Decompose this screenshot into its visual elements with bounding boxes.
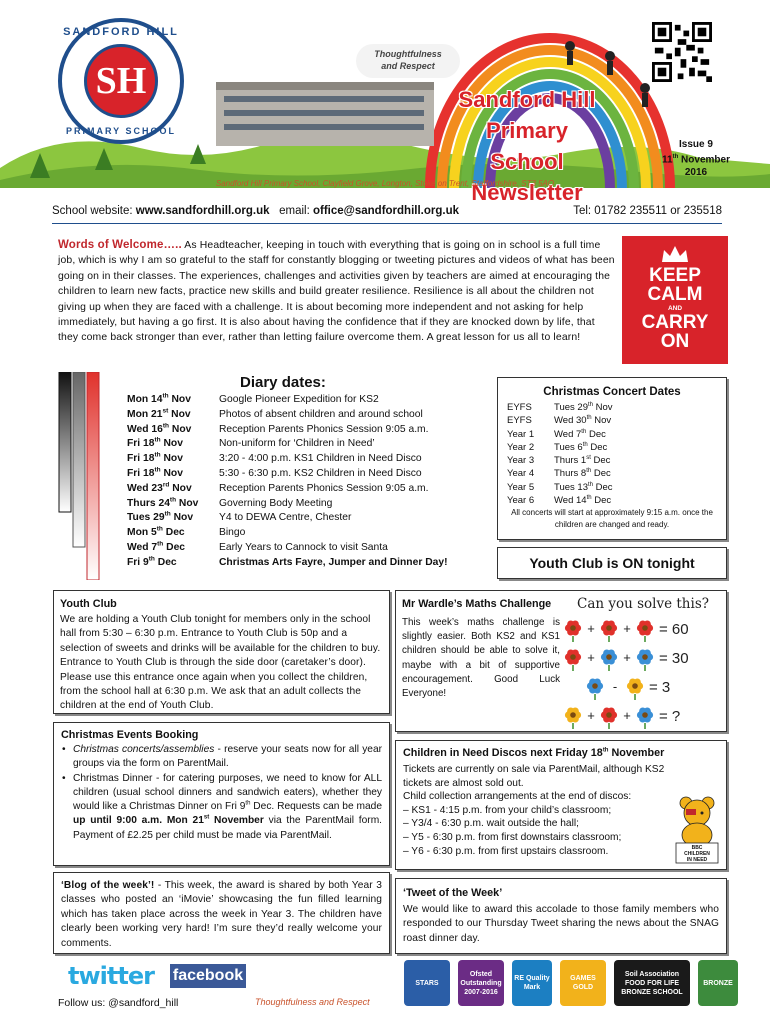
events-list [61, 743, 382, 843]
diary-date: Thurs 24th Nov [127, 496, 199, 509]
diary-date: Mon 5th Dec [127, 525, 185, 539]
motto-cloud-line-2: and Respect [381, 61, 435, 71]
youth-club-box [53, 590, 390, 714]
website-label: School website: [52, 205, 136, 217]
contact-bar [52, 205, 722, 224]
puzzle-operator: + [587, 621, 595, 636]
email-label: email: [279, 205, 313, 217]
puzzle-result: = 3 [649, 679, 671, 696]
keep-calm-word-5: ON [660, 331, 690, 352]
email-link[interactable]: office@sandfordhill.org.uk [312, 205, 459, 217]
diary-decorative-bars [57, 372, 101, 580]
diary-event: Google Pioneer Expedition for KS2 [219, 394, 379, 405]
concert-row [507, 401, 613, 414]
discos-line: tickets are almost sold out. [403, 777, 524, 789]
diary-event: Early Years to Cannock to visit Santa [219, 541, 388, 553]
title-line-3: Newsletter [471, 180, 583, 200]
award-logo: Soil Association FOOD FOR LIFE BRONZE SCHOOL [614, 960, 690, 1006]
qr-code-icon[interactable] [652, 22, 712, 82]
diary-event: Reception Parents Phonics Session 9:05 a.m. [219, 482, 429, 494]
twitter-icon[interactable]: twitter [68, 962, 154, 990]
flower-icon [601, 621, 617, 642]
concert-date: Wed 7th Dec [554, 428, 606, 440]
events-item1-emphasis: Christmas concerts/assemblies [73, 744, 215, 755]
logo-initials: SH [84, 44, 158, 118]
title-line-2: Primary School [486, 118, 568, 174]
maths-challenge-box [395, 590, 727, 732]
blog-of-the-week-box [53, 872, 390, 954]
puzzle-result: = ? [659, 708, 681, 725]
concert-year-group: Year 6 [507, 495, 535, 507]
diary-row [127, 541, 448, 556]
diary-event: Christmas Arts Fayre, Jumper and Dinner Day! [219, 556, 448, 568]
diary-event: Y4 to DEWA Centre, Chester [219, 512, 352, 524]
social-logos [60, 962, 260, 992]
diary-event: 3:20 - 4:00 p.m. KS1 Children in Need Disco [219, 453, 422, 465]
diary-date: Fri 18th Nov [127, 466, 183, 479]
events-item-dinner [61, 772, 382, 843]
tweet-of-the-week-box [395, 878, 727, 954]
diary-event: Reception Parents Phonics Session 9:05 a.m. [219, 423, 429, 435]
award-logo: RE Quality Mark [512, 960, 552, 1006]
events-item2-bold2: November [209, 815, 264, 827]
award-logo: GAMES GOLD [560, 960, 606, 1006]
puzzle-operator: - [612, 679, 618, 694]
discos-line: – KS1 - 4:15 p.m. from your child’s classroom; [403, 804, 612, 816]
issue-date-suffix: th [672, 154, 679, 160]
puzzle-operator: + [587, 708, 595, 723]
title-line-1: Sandford Hill [458, 87, 596, 112]
issue-year: 2016 [684, 167, 708, 179]
school-logo [58, 18, 184, 144]
concert-date: Thurs 1st Dec [554, 455, 611, 467]
flower-maths-puzzle [559, 591, 727, 731]
blog-paragraph [61, 879, 382, 951]
welcome-heading: Words of Welcome….. [58, 239, 182, 251]
issue-date-month: November [678, 154, 730, 166]
blog-text: - This week, the award is shared by both Year 3 classes who posted an ‘iMovie’ showcasing the fun filled learning which has taken place across the week in Year 3. The children have clearly been working very hard! I’m sure they’d really welcome your comments. [61, 880, 382, 949]
flower-icon [637, 621, 653, 642]
keep-calm-word-4: CARRY [641, 312, 709, 333]
concert-note: All concerts will start at approximately 9:15 a.m. once the children are changed and ready. [511, 508, 713, 529]
puzzle-operator: + [623, 708, 631, 723]
concert-year-group: Year 3 [507, 455, 535, 467]
issue-date-day: 11 [662, 154, 673, 166]
flower-icon [565, 650, 581, 671]
concert-year-group: Year 5 [507, 481, 535, 493]
concert-date: Wed 14th Dec [554, 494, 612, 507]
diary-row [127, 408, 448, 423]
concert-date: Tues 29th Nov [554, 401, 613, 413]
welcome-section [58, 238, 616, 346]
facebook-icon[interactable]: facebook [170, 964, 246, 988]
diary-date: Wed 7th Dec [127, 540, 186, 553]
discos-line: Child collection arrangements at the end of discos: [403, 791, 632, 803]
puzzle-result: = 30 [659, 650, 689, 667]
concert-year-group: EYFS [507, 415, 532, 427]
discos-heading-month: November [608, 747, 665, 759]
concert-row [507, 481, 613, 494]
diary-row [127, 452, 448, 467]
diary-dates-list [127, 393, 448, 571]
discos-line: – Y6 - 6:30 p.m. from first upstairs classroom. [403, 845, 609, 857]
award-logo: STARS [404, 960, 450, 1006]
pudsey-label-2: CHILDREN [684, 851, 710, 857]
award-logo: Ofsted Outstanding 2007-2016 [458, 960, 504, 1006]
concert-row [507, 494, 613, 507]
concert-date: Tues 13th Dec [554, 481, 613, 493]
diary-event: 5:30 - 6:30 p.m. KS2 Children in Need Disco [219, 467, 422, 479]
flower-icon [601, 708, 617, 729]
flower-icon [601, 650, 617, 671]
welcome-text: As Headteacher, keeping in touch with everything that is going on in school is a full time job, which is why I am so grateful to the staff for constantly blogging or tweeting pictures and videos of what has been going on in their classes. The experiences, challenges and activities given by teachers are aimed at encouraging the children to learn new facts, practice new skills and build greater resilience. Resilience is all about the children not giving up when they are faced with a challenge. It is about becoming more independent and not asking for help immediately, but having a go first. It is also about having the confidence that if they are knocked down by life, that they come back stronger than ever, rather than letting failure overcome them. A great lesson for us all to learn! [58, 240, 615, 344]
discos-line: Tickets are currently on sale via ParentMail, although KS2 [403, 764, 665, 775]
concert-dates-list [507, 401, 613, 507]
concert-row [507, 454, 613, 467]
tweet-text: We would like to award this accolade to those family members who responded to our Thursday Tweet sharing the news about the SNAG roast dinner day. [403, 904, 719, 944]
newsletter-header [0, 0, 770, 200]
events-item2-text-b: Dec. Requests can be made [250, 801, 382, 813]
maths-heading: Mr Wardle’s Maths Challenge [402, 598, 552, 610]
children-in-need-discos-box [395, 740, 727, 870]
christmas-concert-box [497, 377, 727, 540]
diary-row [127, 556, 448, 571]
issue-date [656, 151, 736, 166]
youth-club-text: We are holding a Youth Club tonight for members only in the school hall from 5:30 – 6:30 p.m. Entrance to Youth Club is 50p and a selection of sweets and drinks will be available for the children to buy. Entrance to Youth Club is through the side door (caretaker’s door). Please use this entrance once again when you collect the children, from the school hall at 6:30 p.m. We ask that an adult collects the children at the end of Youth Club. [60, 614, 381, 712]
flower-icon [637, 708, 653, 729]
events-item2-text-a: Christmas Dinner - for catering purposes, we need to know for ALL children (usual school dinners and sandwich eaters), whether they would like a Christmas Dinner on Fri 9 [73, 772, 382, 813]
events-item2-sup2: st [203, 815, 210, 822]
flower-icon [627, 679, 643, 700]
pudsey-label-3: IN NEED [686, 857, 708, 863]
puzzle-operator: + [623, 650, 631, 665]
issue-info [656, 138, 736, 179]
maths-text-block [402, 597, 560, 701]
diary-date: Fri 9th Dec [127, 555, 177, 568]
diary-row [127, 526, 448, 541]
christmas-events-box [53, 722, 390, 866]
pudsey-bear-icon [674, 795, 720, 865]
events-item2-text-c: via the ParentMail form. Payment of £2.25 per child must be made via ParentMail. [73, 815, 383, 841]
diary-date: Wed 23rd Nov [127, 481, 192, 494]
concert-year-group: Year 2 [507, 441, 535, 453]
youth-club-heading: Youth Club [60, 598, 117, 610]
diary-row [127, 393, 448, 408]
discos-heading-text: Children in Need Discos next Friday 18 [403, 747, 603, 759]
concert-date: Thurs 8th Dec [554, 468, 611, 480]
crown-icon [660, 244, 690, 264]
discos-heading-sup: th [602, 747, 609, 754]
concert-title: Christmas Concert Dates [543, 386, 681, 398]
diary-row [127, 482, 448, 497]
diary-event: Bingo [219, 527, 246, 539]
concert-date: Tues 6th Dec [554, 441, 608, 453]
concert-row [507, 414, 613, 427]
puzzle-operator: + [623, 621, 631, 636]
school-building-graphic [210, 68, 440, 146]
flower-icon [565, 708, 581, 729]
discos-line: – Y5 - 6:30 p.m. from first downstairs classroom; [403, 831, 622, 843]
diary-event: Photos of absent children and around school [219, 408, 423, 420]
telephone: Tel: 01782 235511 or 235518 [573, 205, 722, 217]
diary-date: Fri 18th Nov [127, 451, 183, 465]
diary-date: Mon 14th Nov [127, 392, 191, 405]
concert-year-group: EYFS [507, 402, 532, 413]
keep-calm-poster [622, 236, 728, 364]
diary-row [127, 511, 448, 526]
keep-calm-word-2: CALM [647, 284, 703, 305]
flower-icon [637, 650, 653, 671]
tweet-heading: ‘Tweet of the Week’ [403, 887, 503, 899]
maths-text: This week’s maths challenge is slightly easier. Both KS2 and KS1 children should be able to solve it, maybe with a bit of supportive encouragement. Good Luck Everyone! [402, 617, 560, 700]
diary-date: Fri 18th Nov [127, 436, 183, 450]
website-link[interactable]: www.sandfordhill.org.uk [135, 205, 270, 217]
discos-line: – Y3/4 - 6:30 p.m. wait outside the hall; [403, 818, 579, 830]
school-address: Sandford Hill Primary School, Clayfield Grove, Longton, Stoke on Trent, Staffordshire, ST3 5AQ [215, 179, 555, 188]
footer-motto: Thoughtfulness and Respect [255, 997, 370, 1007]
concert-row [507, 428, 613, 441]
concert-year-group: Year 1 [507, 428, 535, 440]
blog-heading: ‘Blog of the week’! [61, 880, 155, 891]
keep-calm-word-3: AND [667, 305, 683, 312]
diary-row [127, 467, 448, 482]
logo-ring-bottom-text: PRIMARY SCHOOL [65, 126, 176, 136]
flower-icon [565, 621, 581, 642]
diary-date: Wed 16th Nov [127, 422, 192, 435]
motto-cloud-line-1: Thoughtfulness [374, 49, 442, 59]
concert-year-group: Year 4 [507, 468, 535, 480]
award-logos [400, 960, 733, 1008]
logo-ring-top-text: SANDFORD HILL [63, 26, 179, 38]
puzzle-title: Can you solve this? [577, 596, 709, 612]
pudsey-label-1: BBC [691, 845, 703, 851]
youth-club-banner: Youth Club is ON tonight [497, 547, 727, 579]
diary-event: Non-uniform for ‘Children in Need’ [219, 438, 375, 450]
diary-row [127, 497, 448, 512]
motto-cloud [356, 44, 460, 78]
diary-title: Diary dates: [240, 374, 326, 391]
concert-row [507, 441, 613, 454]
follow-us-text: Follow us: @sandford_hill [58, 997, 179, 1009]
puzzle-operator: + [587, 650, 595, 665]
events-item1-text: - reserve your seats now for all year groups via the form on ParentMail. [73, 744, 383, 770]
issue-number: Issue 9 [679, 139, 713, 150]
events-item2-sup1: th [245, 800, 251, 807]
events-item-concerts [61, 743, 382, 772]
diary-event: Governing Body Meeting [219, 497, 333, 509]
award-logo: BRONZE [698, 960, 738, 1006]
discos-heading [403, 747, 719, 759]
diary-date: Mon 21st Nov [127, 407, 191, 420]
puzzle-result: = 60 [659, 621, 689, 638]
concert-date: Wed 30th Nov [554, 415, 612, 427]
events-item2-bold1: up until 9:00 a.m. Mon 21 [73, 815, 204, 827]
concert-row [507, 467, 613, 480]
keep-calm-word-1: KEEP [649, 265, 701, 286]
diary-row [127, 423, 448, 438]
flower-icon [587, 679, 603, 700]
events-heading: Christmas Events Booking [61, 729, 199, 741]
diary-date: Tues 29th Nov [127, 510, 194, 524]
diary-row [127, 437, 448, 452]
